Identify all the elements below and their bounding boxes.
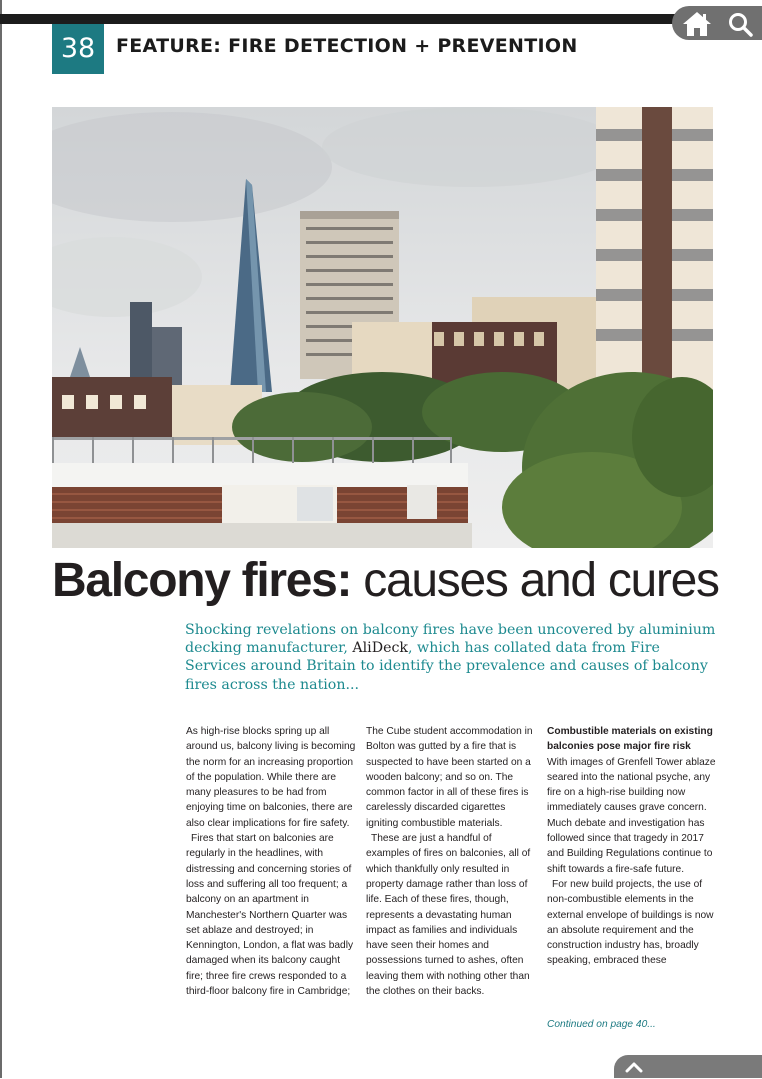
body-paragraph: For new build projects, the use of non-combustible elements in the external envelope of buildings is now an absolute requirement and the construction industry has, broadly speaking, embraced these [547,878,714,967]
chevron-up-icon[interactable] [624,1060,644,1074]
column-subhead: Combustible materials on existing balconies pose major fire risk [547,726,713,753]
article-headline [52,551,719,611]
standfirst-company: AliDeck [352,640,409,657]
page-number: 38 [52,24,104,74]
standfirst [185,621,725,694]
body-column-2 [366,724,536,999]
standfirst-text-2: , which has collated data from Fire Services around Britain to identify the prevalence and causes of balcony fires across the nation... [185,640,708,693]
body-paragraph: The Cube student accommodation in Bolton was gutted by a fire that is suspected to have been started on a wooden balcony; and so on. The common factor in all of these fires is carelessly discarded cigarettes igniting combustible materials. [366,726,533,829]
body-paragraph: Fires that start on balconies are regularly in the headlines, with distressing and concerning stories of loss and suffering all too frequent; a balcony on an apartment in Manchester's Northern Quarter was set ablaze and destroyed; in Kennington, London, a flat was badly damaged when its balcony caught fire; three fire crews responded to a third-floor balcony fire in Cambridge; [186,833,354,998]
header-rule [0,14,762,24]
headline-bold: Balcony fires: [52,554,352,607]
page-edge [0,0,2,1078]
body-paragraph: These are just a handful of examples of fires on balconies, all of which thankfully only resulted in property damage rather than loss of life. Each of these fires, though, represents a devastating human impact as families and individuals have seen their homes and possessions turned to ashes, often leaving them with nothing other than the clothes on their backs. [366,833,531,998]
continued-link[interactable]: Continued on page 40... [547,1019,656,1030]
standfirst-text-1: Shocking revelations on balcony fires have been uncovered by aluminium decking manufacturer, [185,622,716,657]
search-icon[interactable] [724,9,758,39]
body-column-1 [186,724,356,999]
hero-photo [52,107,713,548]
headline-regular: causes and cures [351,554,719,607]
home-icon[interactable] [680,9,714,39]
section-title: FEATURE: FIRE DETECTION + PREVENTION [116,35,578,57]
body-paragraph: As high-rise blocks spring up all around us, balcony living is becoming the norm for an increasing proportion of the population. While there are many pleasures to be had from enjoying time on balconies, there are also clear implications for fire safety. [186,726,356,829]
body-column-3 [547,724,717,969]
body-paragraph: With images of Grenfell Tower ablaze seared into the national psyche, any fire on a high-rise building now immediately causes grave concern. Much debate and investigation has followed since that tragedy in 2017 and Building Regulations continue to shift towards a fire-safe future. [547,756,716,875]
